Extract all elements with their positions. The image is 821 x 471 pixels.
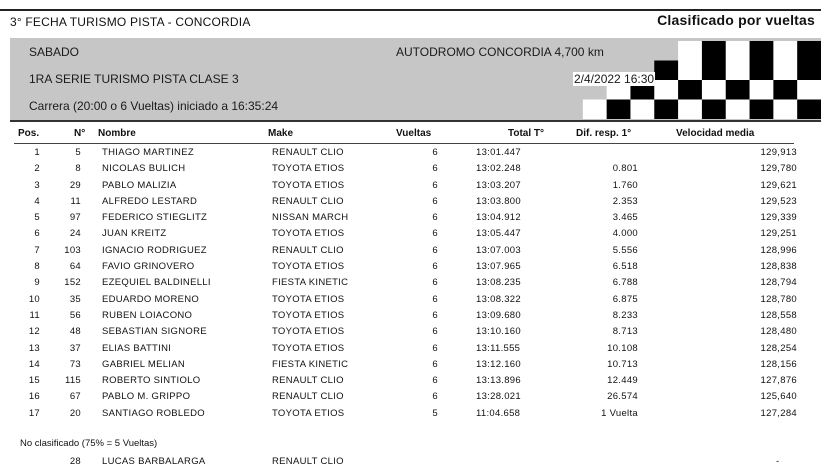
checker-cell: [678, 80, 702, 100]
cell-make: TOYOTA ETIOS: [272, 179, 345, 191]
not-classified-label: No clasificado (75% = 5 Vueltas): [20, 438, 158, 449]
checker-cell: [750, 100, 774, 120]
table-row: [0, 324, 821, 340]
cell-total: 13:03.800: [476, 195, 521, 207]
cell-name: RUBEN LOIACONO: [102, 309, 193, 321]
checker-cell: [654, 100, 678, 120]
cell-speed: 128,254: [760, 342, 797, 354]
cell-name: PABLO MALIZIA: [102, 179, 177, 191]
cell-laps: 6: [432, 293, 438, 305]
cell-laps: 6: [432, 309, 438, 321]
checker-cell: [583, 100, 607, 120]
table-row: [0, 308, 821, 324]
nc-num: 28: [69, 456, 81, 467]
cell-num: 97: [69, 212, 81, 224]
checker-cell: [678, 61, 702, 81]
table-row: [0, 341, 821, 357]
cell-pos: 7: [34, 244, 40, 256]
banner-venue: AUTODROMO CONCORDIA 4,700 km: [396, 45, 604, 59]
nc-name: LUCAS BARBALARGA: [102, 456, 206, 467]
banner-day: SABADO: [29, 45, 80, 59]
cell-speed: 125,640: [760, 391, 797, 403]
cell-pos: 4: [34, 195, 40, 207]
cell-diff: 2.353: [612, 195, 638, 207]
cell-make: FIESTA KINETIC: [272, 277, 349, 289]
cell-num: 8: [75, 163, 81, 175]
cell-speed: 128,156: [760, 358, 797, 370]
cell-name: EDUARDO MORENO: [102, 293, 200, 305]
cell-speed: 129,251: [760, 228, 797, 240]
cell-diff: 8.713: [612, 326, 638, 338]
cell-pos: 16: [28, 391, 40, 403]
cell-diff: 1 Vuelta: [601, 407, 638, 419]
cell-laps: 6: [432, 212, 438, 224]
cell-make: RENAULT CLIO: [272, 244, 344, 256]
nc-make: RENAULT CLIO: [272, 456, 344, 467]
col-name-header: Nombre: [98, 128, 136, 139]
cell-pos: 10: [28, 293, 40, 305]
cell-num: 5: [75, 147, 81, 158]
cell-speed: 129,523: [760, 195, 797, 207]
cell-name: GABRIEL MELIAN: [102, 358, 186, 370]
cell-name: SEBASTIAN SIGNORE: [102, 326, 207, 338]
cell-num: 152: [64, 277, 81, 289]
cell-num: 56: [69, 309, 81, 321]
cell-name: FAVIO GRINOVERO: [102, 261, 195, 273]
cell-pos: 3: [34, 179, 40, 191]
cell-make: RENAULT CLIO: [272, 195, 344, 207]
cell-speed: 128,780: [760, 293, 797, 305]
cell-make: TOYOTA ETIOS: [272, 293, 345, 305]
cell-diff: 8.233: [612, 309, 638, 321]
cell-name: IGNACIO RODRIGUEZ: [102, 244, 207, 256]
cell-make: TOYOTA ETIOS: [272, 228, 345, 240]
nc-speed: -: [776, 456, 780, 467]
checker-cell: [750, 61, 774, 81]
cell-make: TOYOTA ETIOS: [272, 326, 345, 338]
cell-make: NISSAN MARCH: [272, 212, 349, 224]
checker-cell: [797, 41, 821, 61]
cell-diff: 12.449: [607, 375, 638, 387]
table-row: [0, 226, 821, 242]
banner-datetime: 2/4/2022 16:30: [574, 72, 655, 86]
table-row: [0, 357, 821, 373]
cell-total: 13:28.021: [476, 391, 521, 403]
table-row: [0, 406, 821, 422]
cell-laps: 6: [432, 228, 438, 240]
cell-make: RENAULT CLIO: [272, 375, 344, 387]
table-row: [0, 243, 821, 259]
cell-pos: 9: [34, 277, 40, 289]
cell-total: 13:07.003: [476, 244, 521, 256]
cell-pos: 1: [34, 147, 40, 158]
cell-name: THIAGO MARTINEZ: [102, 147, 194, 158]
cell-laps: 6: [432, 179, 438, 191]
cell-laps: 6: [432, 326, 438, 338]
cell-diff: 10.108: [607, 342, 638, 354]
cell-laps: 6: [432, 391, 438, 403]
checker-cell: [773, 61, 797, 81]
cell-make: TOYOTA ETIOS: [272, 261, 345, 273]
cell-make: TOYOTA ETIOS: [272, 342, 345, 354]
cell-total: 13:07.965: [476, 261, 521, 273]
cell-diff: 10.713: [607, 358, 638, 370]
table-row: [0, 194, 821, 210]
cell-name: EZEQUIEL BALDINELLI: [102, 277, 211, 289]
cell-pos: 5: [34, 212, 40, 224]
cell-name: ELIAS BATTINI: [102, 342, 172, 354]
cell-name: ALFREDO LESTARD: [102, 195, 198, 207]
cell-diff: 6.518: [612, 261, 638, 273]
cell-diff: 1.760: [612, 179, 638, 191]
table-row: [0, 210, 821, 226]
checker-cell: [654, 61, 678, 81]
cell-pos: 2: [34, 163, 40, 175]
cell-total: 13:08.235: [476, 277, 521, 289]
cell-make: TOYOTA ETIOS: [272, 309, 345, 321]
cell-name: JUAN KREITZ: [102, 228, 167, 240]
table-row: [0, 275, 821, 291]
checker-cell: [726, 80, 750, 100]
cell-diff: 0.801: [612, 163, 638, 175]
col-pos-header: Pos.: [18, 128, 40, 139]
cell-laps: 5: [432, 407, 438, 419]
results-table-header: [0, 128, 821, 142]
cell-num: 20: [69, 407, 81, 419]
checker-cell: [750, 80, 774, 100]
cell-pos: 13: [28, 342, 40, 354]
checker-cell: [702, 41, 726, 61]
col-speed-header: Velocidad media: [676, 128, 755, 139]
checker-cell: [773, 41, 797, 61]
cell-laps: 6: [432, 195, 438, 207]
cell-total: 13:08.322: [476, 293, 521, 305]
cell-total: 13:13.896: [476, 375, 521, 387]
cell-name: SANTIAGO ROBLEDO: [102, 407, 205, 419]
cell-laps: 6: [432, 375, 438, 387]
checker-cell: [773, 100, 797, 120]
table-row: [0, 161, 821, 177]
checker-cell: [702, 100, 726, 120]
cell-total: 13:11.555: [476, 342, 521, 354]
results-table-body: [0, 145, 821, 422]
cell-speed: 127,284: [760, 407, 797, 419]
cell-make: TOYOTA ETIOS: [272, 407, 345, 419]
checker-cell: [797, 80, 821, 100]
cell-speed: 129,339: [760, 212, 797, 224]
cell-name: FEDERICO STIEGLITZ: [102, 212, 208, 224]
cell-name: ROBERTO SINTIOLO: [102, 375, 201, 387]
cell-total: 13:05.447: [476, 228, 521, 240]
cell-name: PABLO M. GRIPPO: [102, 391, 191, 403]
cell-laps: 6: [432, 147, 438, 158]
col-total-header: Total T°: [508, 128, 545, 139]
checker-cell: [654, 80, 678, 100]
checker-cell: [702, 80, 726, 100]
cell-make: FIESTA KINETIC: [272, 358, 349, 370]
cell-num: 73: [69, 358, 81, 370]
banner-race-info: Carrera (20:00 o 6 Vueltas) iniciado a 16:35:24: [29, 99, 279, 113]
cell-make: TOYOTA ETIOS: [272, 163, 345, 175]
checker-cell: [678, 100, 702, 120]
table-row: [0, 259, 821, 275]
cell-speed: 127,876: [760, 375, 797, 387]
cell-speed: 128,480: [760, 326, 797, 338]
table-row: [0, 178, 821, 194]
banner-session: 1RA SERIE TURISMO PISTA CLASE 3: [29, 72, 239, 86]
cell-num: 48: [69, 326, 81, 338]
cell-diff: 5.556: [612, 244, 638, 256]
cell-num: 37: [69, 342, 81, 354]
cell-total: 13:12.160: [476, 358, 521, 370]
cell-total: 13:02.248: [476, 163, 521, 175]
cell-num: 35: [69, 293, 81, 305]
cell-pos: 6: [34, 228, 40, 240]
cell-diff: 6.788: [612, 277, 638, 289]
cell-diff: 3.465: [612, 212, 638, 224]
cell-total: 11:04.658: [476, 407, 521, 419]
checker-cell: [797, 100, 821, 120]
cell-num: 103: [64, 244, 81, 256]
col-make-header: Make: [268, 128, 294, 139]
cell-make: RENAULT CLIO: [272, 147, 344, 158]
cell-speed: 128,838: [760, 261, 797, 273]
cell-num: 29: [69, 179, 81, 191]
cell-speed: 128,996: [760, 244, 797, 256]
cell-laps: 6: [432, 163, 438, 175]
report-title: Clasificado por vueltas: [657, 12, 815, 28]
checker-cell: [678, 41, 702, 61]
checker-cell: [750, 41, 774, 61]
table-row: [0, 292, 821, 308]
event-title: 3° FECHA TURISMO PISTA - CONCORDIA: [10, 15, 251, 29]
cell-speed: 129,913: [760, 147, 797, 158]
cell-laps: 6: [432, 277, 438, 289]
cell-pos: 14: [28, 358, 40, 370]
cell-laps: 6: [432, 244, 438, 256]
cell-num: 115: [64, 375, 81, 387]
cell-laps: 6: [432, 342, 438, 354]
cell-diff: 26.574: [607, 391, 638, 403]
cell-num: 64: [69, 261, 81, 273]
cell-num: 24: [69, 228, 81, 240]
col-laps-header: Vueltas: [396, 128, 432, 139]
col-diff-header: Dif. resp. 1°: [576, 128, 632, 139]
cell-speed: 128,558: [760, 309, 797, 321]
cell-make: RENAULT CLIO: [272, 391, 344, 403]
cell-total: 13:09.680: [476, 309, 521, 321]
checker-cell: [607, 100, 631, 120]
table-row: [0, 145, 821, 161]
header-rule: [14, 143, 794, 144]
cell-total: 13:10.160: [476, 326, 521, 338]
checker-cell: [726, 100, 750, 120]
cell-speed: 129,621: [760, 179, 797, 191]
cell-num: 67: [69, 391, 81, 403]
checker-cell: [702, 61, 726, 81]
cell-total: 13:04.912: [476, 212, 521, 224]
cell-laps: 6: [432, 358, 438, 370]
cell-speed: 129,780: [760, 163, 797, 175]
checker-cell: [630, 100, 654, 120]
checker-cell: [797, 61, 821, 81]
cell-pos: 15: [28, 375, 40, 387]
cell-name: NICOLAS BULICH: [102, 163, 186, 175]
cell-laps: 6: [432, 261, 438, 273]
cell-diff: 4.000: [612, 228, 638, 240]
checker-cell: [726, 41, 750, 61]
table-row: [0, 373, 821, 389]
checker-cell: [773, 80, 797, 100]
col-num-header: N°: [74, 128, 86, 139]
cell-pos: 17: [28, 407, 40, 419]
table-row: [0, 389, 821, 405]
cell-pos: 8: [34, 261, 40, 273]
cell-num: 11: [70, 195, 81, 207]
cell-total: 13:01.447: [476, 147, 521, 158]
cell-total: 13:03.207: [476, 179, 521, 191]
checker-cell: [726, 61, 750, 81]
cell-speed: 128,794: [760, 277, 797, 289]
cell-pos: 12: [28, 326, 40, 338]
cell-diff: 6.875: [612, 293, 638, 305]
cell-pos: 11: [29, 309, 40, 321]
top-rule: [0, 9, 821, 11]
not-classified-row: [0, 455, 821, 471]
banner-bottom-rule: [10, 120, 821, 122]
